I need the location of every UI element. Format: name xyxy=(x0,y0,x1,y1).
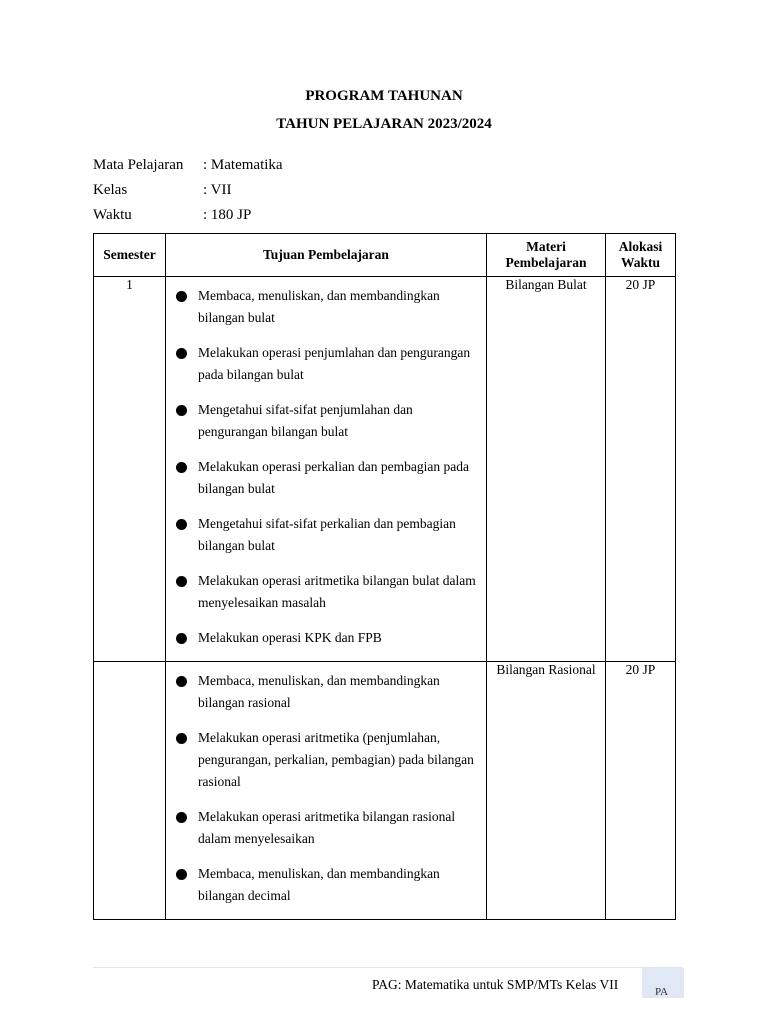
semester-cell xyxy=(94,662,166,920)
goal-text: Mengetahui sifat-sifat perkalian dan pembagian bilangan bulat xyxy=(198,516,456,553)
goals-cell xyxy=(166,277,487,662)
header-materi: Materi Pembelajaran xyxy=(487,234,606,277)
meta-label: Kelas xyxy=(93,182,128,198)
list-item xyxy=(174,627,478,649)
alokasi-cell: 20 JP xyxy=(606,277,676,662)
document-title: PROGRAM TAHUNAN xyxy=(305,88,463,104)
academic-year: TAHUN PELAJARAN 2023/2024 xyxy=(276,116,492,132)
header-alokasi: Alokasi Waktu xyxy=(606,234,676,277)
header-tujuan: Tujuan Pembelajaran xyxy=(166,234,487,277)
bullet-icon xyxy=(176,519,187,530)
header-semester: Semester xyxy=(94,234,166,277)
list-item xyxy=(174,399,478,443)
table-header-row xyxy=(94,234,676,277)
goal-text: Membaca, menuliskan, dan membandingkan bilangan bulat xyxy=(198,288,440,325)
goal-text: Melakukan operasi aritmetika bilangan bulat dalam menyelesaikan masalah xyxy=(198,573,476,610)
goals-list xyxy=(166,662,486,919)
list-item xyxy=(174,342,478,386)
goals-cell xyxy=(166,662,487,920)
bullet-icon xyxy=(176,676,187,687)
bullet-icon xyxy=(176,812,187,823)
bullet-icon xyxy=(176,869,187,880)
footer-divider xyxy=(93,967,683,968)
goal-text: Melakukan operasi penjumlahan dan pengurangan pada bilangan bulat xyxy=(198,345,471,382)
materi-cell: Bilangan Bulat xyxy=(487,277,606,662)
list-item xyxy=(174,806,478,850)
goal-text: Melakukan operasi aritmetika bilangan rasional dalam menyelesaikan xyxy=(198,809,456,846)
meta-label: Mata Pelajaran xyxy=(93,157,184,173)
list-item xyxy=(174,863,478,907)
bullet-icon xyxy=(176,348,187,359)
bullet-icon xyxy=(176,291,187,302)
materi-cell: Bilangan Rasional xyxy=(487,662,606,920)
meta-value: : VII xyxy=(203,182,232,198)
alokasi-cell: 20 JP xyxy=(606,662,676,920)
list-item xyxy=(174,456,478,500)
meta-value: : 180 JP xyxy=(203,207,252,223)
list-item xyxy=(174,513,478,557)
page-number-box xyxy=(642,968,684,998)
goal-text: Melakukan operasi perkalian dan pembagian pada bilangan bulat xyxy=(198,459,470,496)
goal-text: Mengetahui sifat-sifat penjumlahan dan pengurangan bilangan bulat xyxy=(198,402,413,439)
bullet-icon xyxy=(176,633,187,644)
meta-class xyxy=(93,182,231,199)
list-item xyxy=(174,570,478,614)
table-row xyxy=(94,662,676,920)
meta-value: : Matematika xyxy=(203,157,283,173)
list-item xyxy=(174,285,478,329)
list-item xyxy=(174,670,478,714)
program-table xyxy=(93,233,676,920)
goal-text: Membaca, menuliskan, dan membandingkan bilangan decimal xyxy=(198,866,440,903)
goal-text: Melakukan operasi aritmetika (penjumlahan, pengurangan, perkalian, pembagian) pada bilangan rasional xyxy=(198,730,474,789)
bullet-icon xyxy=(176,576,187,587)
meta-time xyxy=(93,207,251,224)
meta-subject xyxy=(93,157,283,174)
footer-text: PAG: Matematika untuk SMP/MTs Kelas VII xyxy=(372,977,619,992)
table-row xyxy=(94,277,676,662)
goals-list xyxy=(166,277,486,661)
goal-text: Melakukan operasi KPK dan FPB xyxy=(198,630,382,645)
bullet-icon xyxy=(176,462,187,473)
list-item xyxy=(174,727,478,793)
bullet-icon xyxy=(176,733,187,744)
goal-text: Membaca, menuliskan, dan membandingkan bilangan rasional xyxy=(198,673,440,710)
meta-label: Waktu xyxy=(93,207,132,223)
bullet-icon xyxy=(176,405,187,416)
semester-cell: 1 xyxy=(94,277,166,662)
page-number: PA xyxy=(655,986,669,998)
